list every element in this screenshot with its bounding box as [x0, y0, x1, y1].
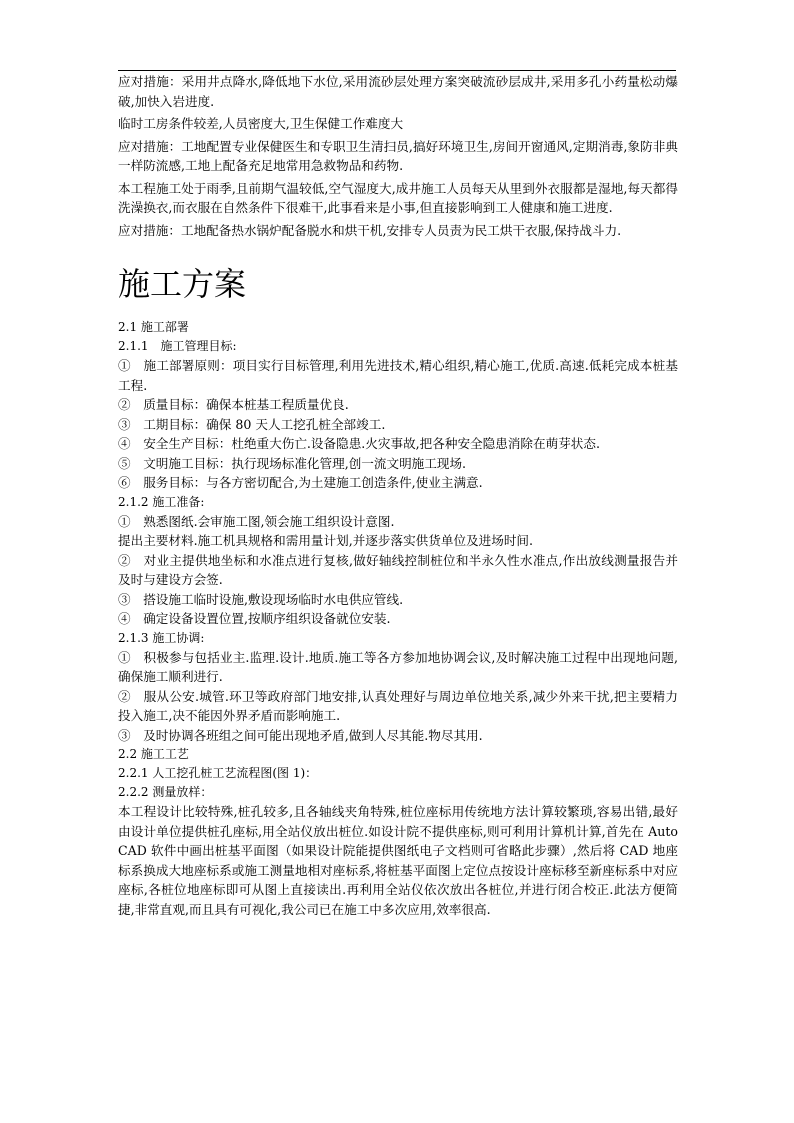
subsection-heading: 2.2.1 人工挖孔桩工艺流程图(图 1)：: [118, 766, 318, 780]
list-item: ② 服从公安.城管.环卫等政府部门地安排,认真处理好与周边单位地关系,减少外来干扰,把主要精力投入施工,决不能因外界矛盾而影响施工.: [118, 688, 678, 723]
list-item: ① 熟悉图纸.会审施工图,领会施工组织设计意图.: [118, 513, 395, 529]
header-rule: [118, 70, 676, 71]
subsection-heading: 2.1.3 施工协调:: [118, 630, 205, 645]
list-item: ② 对业主提供地坐标和水准点进行复核,做好轴线控制桩位和半永久性水准点,作出放线测量报告并及时与建设方会签.: [118, 552, 678, 587]
subsection-heading: 2.2.2 测量放样：: [118, 785, 213, 799]
page-content: [118, 72, 678, 919]
intro-paragraph-3: 应对措施：工地配置专业保健医生和专职卫生清扫员,搞好环境卫生,房间开窗通风,定期消毒,象防非典一样防流感,工地上配备充足地常用急救物品和药物.: [118, 138, 678, 173]
list-item: ② 质量目标：确保本桩基工程质量优良.: [118, 397, 349, 412]
subsection-heading: 2.1.2 施工准备:: [118, 494, 205, 509]
list-item: ④ 安全生产目标：杜绝重大伤亡.设备隐患.火灾事故,把各种安全隐患消除在萌芽状态.: [118, 436, 600, 451]
list-item: ③ 及时协调各班组之间可能出现地矛盾,做到人尽其能.物尽其用.: [118, 727, 483, 743]
section-heading: 2.1 施工部署: [118, 320, 189, 334]
list-item: ③ 搭设施工临时设施,敷设现场临时水电供应管线.: [118, 591, 404, 607]
intro-paragraph-1: 应对措施：采用井点降水,降低地下水位,采用流砂层处理方案突破流砂层成井,采用多孔小药量松动爆破,加快入岩进度.: [118, 74, 678, 109]
list-item: ① 积极参与包括业主.监理.设计.地质.施工等各方参加地协调会议,及时解决施工过程中出现地问题,确保施工顺利进行.: [118, 649, 678, 684]
list-item: ⑥ 服务目标：与各方密切配合,为土建施工创造条件,使业主满意.: [118, 475, 483, 490]
paragraph: 提出主要材料.施工机具规格和需用量计划,并逐步落实供货单位及进场时间.: [118, 533, 534, 548]
section-title: 施工方案: [118, 265, 247, 303]
list-item: ④ 确定设备设置位置,按顺序组织设备就位安装.: [118, 611, 391, 626]
subsection-heading: 2.1.1 施工管理目标:: [118, 339, 237, 353]
intro-paragraph-5: 应对措施：工地配备热水锅炉配备脱水和烘干机,安排专人员责为民工烘干衣服,保持战斗力.: [118, 222, 622, 238]
list-item: ③ 工期目标：确保 80 天人工挖孔桩全部竣工.: [118, 416, 386, 432]
intro-paragraph-4: 本工程施工处于雨季,且前期气温较低,空气湿度大,成井施工人员每天从里到外衣服都是湿地,每天都得洗澡换衣,而衣服在自然条件下很难干,此事看来是小事,但直接影响到工人健康和施工进度.: [118, 180, 678, 215]
intro-paragraph-2: 临时工房条件较差,人员密度大,卫生保健工作难度大: [118, 116, 404, 131]
list-item: ⑤ 文明施工目标：执行现场标准化管理,创一流文明施工现场.: [118, 455, 467, 471]
paragraph: 本工程设计比较特殊,桩孔较多,且各轴线夹角特殊,桩位座标用传统地方法计算较繁琐,容易出错,最好由设计单位提供桩孔座标,用全站仪放出桩位.如设计院不提供座标,则可利用计算机计算,首先在 Auto CAD 软件中画出桩基平面图（如果设计院能提供图纸电子文档则可省略此步骤）,然后将 CAD 地座标系换成大地座标系或施工测量地相对座标系,将桩基平面图上定位点按设计座标移至新座标系中对应座标,各桩位地座标即可从图上直接读出.再利用全站仪依次放出各桩位,并进行闭合校正.此法方便简捷,非常直观,而且具有可视化,我公司已在施工中多次应用,效率很高.: [118, 804, 678, 917]
section-heading: 2.2 施工工艺: [118, 747, 189, 761]
list-item: ① 施工部署原则：项目实行目标管理,利用先进技术,精心组织,精心施工,优质.高速.低耗完成本桩基工程.: [118, 358, 678, 393]
